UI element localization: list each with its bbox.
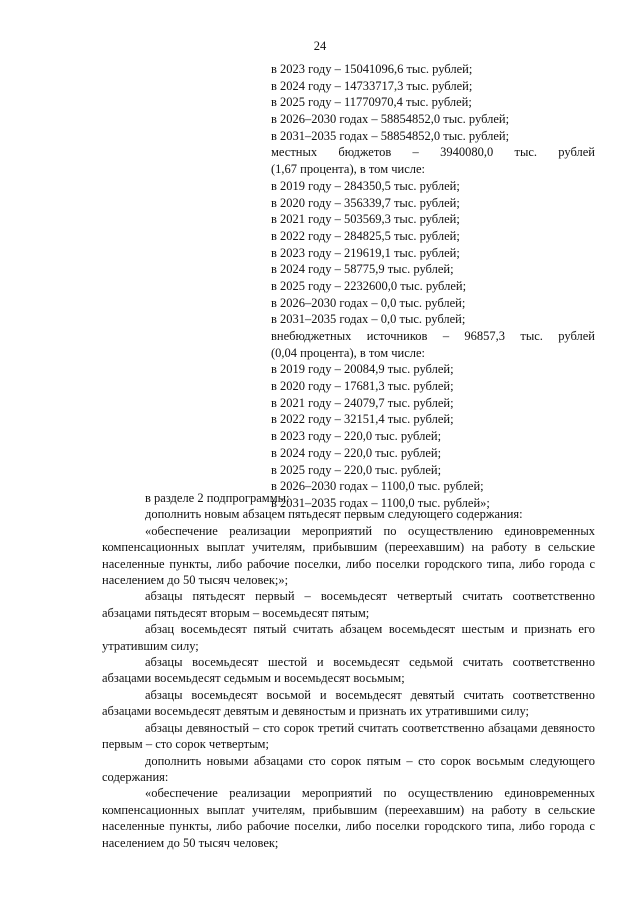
page-number: 24 xyxy=(313,39,327,53)
funding-line: в 2024 году – 58775,9 тыс. рублей; xyxy=(271,262,454,277)
funding-line: внебюджетных источников – 96857,3 тыс. рублей xyxy=(271,329,595,343)
funding-line: в 2021 году – 503569,3 тыс. рублей; xyxy=(271,212,460,227)
funding-line: в 2023 году – 219619,1 тыс. рублей; xyxy=(271,245,460,260)
funding-line: в 2022 году – 32151,4 тыс. рублей; xyxy=(271,412,454,427)
funding-line: в 2019 году – 284350,5 тыс. рублей; xyxy=(271,178,460,193)
funding-line: в 2021 году – 24079,7 тыс. рублей; xyxy=(271,395,454,410)
paragraph: дополнить новым абзацем пятьдесят первым следующего содержания: xyxy=(145,507,523,522)
funding-line: (1,67 процента), в том числе: xyxy=(271,162,426,177)
funding-line: в 2031–2035 годах – 58854852,0 тыс. рублей; xyxy=(271,128,510,143)
funding-list xyxy=(271,61,595,512)
funding-line: в 2031–2035 годах – 1100,0 тыс. рублей»; xyxy=(271,495,490,510)
funding-line: в 2019 году – 20084,9 тыс. рублей; xyxy=(271,362,454,377)
paragraph: дополнить новыми абзацами сто сорок пятым – сто сорок восьмым следующего содержания: xyxy=(102,753,595,784)
funding-line: в 2031–2035 годах – 0,0 тыс. рублей; xyxy=(271,312,466,327)
funding-line: в 2025 году – 11770970,4 тыс. рублей; xyxy=(271,95,472,110)
funding-line: в 2024 году – 220,0 тыс. рублей; xyxy=(271,445,442,460)
funding-line: в 2026–2030 годах – 0,0 тыс. рублей; xyxy=(271,295,466,310)
funding-line: в 2025 году – 2232600,0 тыс. рублей; xyxy=(271,278,467,293)
amendments-text xyxy=(102,490,595,851)
funding-line: (0,04 процента), в том числе: xyxy=(271,345,426,360)
funding-line: в 2023 году – 220,0 тыс. рублей; xyxy=(271,429,442,444)
paragraph: абзацы девяностый – сто сорок третий считать соответственно абзацами девяносто первым – сто сорок четвертым; xyxy=(102,720,595,752)
funding-line: в 2025 году – 220,0 тыс. рублей; xyxy=(271,462,442,477)
funding-line: в 2023 году – 15041096,6 тыс. рублей; xyxy=(271,62,473,76)
funding-line: в 2024 году – 14733717,3 тыс. рублей; xyxy=(271,78,473,93)
funding-line: в 2026–2030 годах – 1100,0 тыс. рублей; xyxy=(271,479,484,494)
funding-line: в 2020 году – 356339,7 тыс. рублей; xyxy=(271,195,460,210)
paragraph: абзацы восемьдесят восьмой и восемьдесят девятый считать соответственно абзацами восемьдесят девятым и девяностым и признать их утратившими силу; xyxy=(102,687,595,719)
paragraph: «обеспечение реализации мероприятий по осуществлению единовременных компенсационных выплат учителям, прибывшим (переехавшим) на работу в сельские населенные пункты, либо рабочие поселки, либо поселки городского типа, либо города с населением до 50 тысяч человек;»; xyxy=(102,523,595,588)
funding-line: в 2022 году – 284825,5 тыс. рублей; xyxy=(271,228,460,243)
paragraph: абзацы восемьдесят шестой и восемьдесят седьмой считать соответственно абзацами восемьдесят седьмым и восемьдесят восьмым; xyxy=(102,655,595,686)
paragraph: «обеспечение реализации мероприятий по осуществлению единовременных компенсационных выплат учителям, прибывшим (переехавшим) на работу в сельские населенные пункты, либо рабочие поселки, либо поселки городского типа, либо города с населением до 50 тысяч человек; xyxy=(102,786,595,850)
funding-line: в 2026–2030 годах – 58854852,0 тыс. рублей; xyxy=(271,112,510,127)
paragraph: абзацы пятьдесят первый – восемьдесят четвертый считать соответственно абзацами пятьдесят вторым – восемьдесят пятым; xyxy=(102,589,595,620)
paragraph: в разделе 2 подпрограммы: xyxy=(145,491,290,505)
funding-line: в 2020 году – 17681,3 тыс. рублей; xyxy=(271,379,454,394)
funding-line: местных бюджетов – 3940080,0 тыс. рублей xyxy=(271,145,595,160)
paragraph: абзац восемьдесят пятый считать абзацем восемьдесят шестым и признать его утратившим силу; xyxy=(102,622,595,653)
